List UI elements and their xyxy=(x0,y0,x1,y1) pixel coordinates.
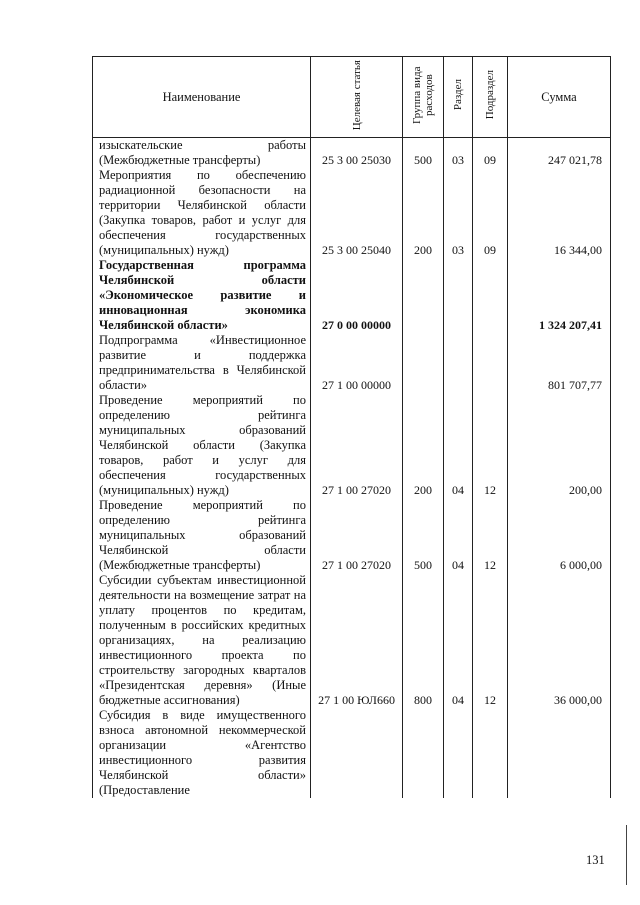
header-target xyxy=(311,57,403,138)
page-number: 131 xyxy=(586,853,605,867)
row-name: изыскательские работы (Межбюджетные трансферты) xyxy=(93,138,311,169)
row-section xyxy=(444,333,473,393)
row-section: 04 xyxy=(444,393,473,498)
row-subsection: 12 xyxy=(473,498,508,573)
header-name: Наименование xyxy=(93,57,311,138)
row-subsection xyxy=(473,333,508,393)
header-sum: Сумма xyxy=(508,57,611,138)
row-name: Государственная программа Челябинской области «Экономическое развитие и инновационная экономика Челябинской области» xyxy=(93,258,311,333)
table-row xyxy=(93,573,611,708)
row-target-code: 25 3 00 25040 xyxy=(311,168,403,258)
row-subsection: 12 xyxy=(473,393,508,498)
row-name: Проведение мероприятий по определению рейтинга муниципальных образований Челябинской области (Закупка товаров, работ и услуг для обеспечения государственных (муниципальных) нужд) xyxy=(93,393,311,498)
row-group: 200 xyxy=(403,393,444,498)
table-row xyxy=(93,498,611,573)
table-row xyxy=(93,708,611,798)
table-row xyxy=(93,138,611,169)
table-row xyxy=(93,393,611,498)
row-sum xyxy=(508,708,611,798)
table-row xyxy=(93,333,611,393)
header-section xyxy=(444,57,473,138)
row-section: 03 xyxy=(444,168,473,258)
header-group xyxy=(403,57,444,138)
budget-table xyxy=(92,56,611,798)
table-row xyxy=(93,258,611,333)
row-target-code: 27 1 00 00000 xyxy=(311,333,403,393)
row-target-code: 27 0 00 00000 xyxy=(311,258,403,333)
row-subsection xyxy=(473,708,508,798)
row-group: 500 xyxy=(403,138,444,169)
row-subsection: 09 xyxy=(473,138,508,169)
row-group: 200 xyxy=(403,168,444,258)
row-sum: 801 707,77 xyxy=(508,333,611,393)
row-sum: 247 021,78 xyxy=(508,138,611,169)
row-name: Подпрограмма «Инвестиционное развитие и поддержка предпринимательства в Челябинской области» xyxy=(93,333,311,393)
row-target-code: 27 1 00 27020 xyxy=(311,498,403,573)
row-subsection xyxy=(473,258,508,333)
row-sum: 36 000,00 xyxy=(508,573,611,708)
row-group xyxy=(403,258,444,333)
row-sum: 200,00 xyxy=(508,393,611,498)
margin-rule xyxy=(626,825,627,885)
row-group xyxy=(403,333,444,393)
row-section: 04 xyxy=(444,573,473,708)
row-target-code: 27 1 00 27020 xyxy=(311,393,403,498)
header-group-label: Группа вида расходов xyxy=(411,66,435,124)
row-section: 03 xyxy=(444,138,473,169)
row-name: Мероприятия по обеспечению радиационной безопасности на территории Челябинской области (Закупка товаров, работ и услуг для обеспечения государственных (муниципальных) нужд) xyxy=(93,168,311,258)
row-section xyxy=(444,708,473,798)
table-header-row xyxy=(93,57,611,138)
row-target-code: 25 3 00 25030 xyxy=(311,138,403,169)
row-subsection: 09 xyxy=(473,168,508,258)
header-target-label: Целевая статья xyxy=(350,59,363,131)
header-subsection xyxy=(473,57,508,138)
row-name: Субсидии субъектам инвестиционной деятельности на возмещение затрат на уплату процентов по кредитам, полученным в российских кредитных организациях, на реализацию инвестиционного проекта по строительству загородных кварталов «Президентская деревня» (Иные бюджетные ассигнования) xyxy=(93,573,311,708)
row-name: Субсидия в виде имущественного взноса автономной некоммерческой организации «Агентство инвестиционного развития Челябинской области» (Предоставление xyxy=(93,708,311,798)
row-target-code xyxy=(311,708,403,798)
header-section-label: Раздел xyxy=(452,79,464,111)
row-sum: 1 324 207,41 xyxy=(508,258,611,333)
table-body xyxy=(93,138,611,799)
row-subsection: 12 xyxy=(473,573,508,708)
row-group: 800 xyxy=(403,573,444,708)
row-target-code: 27 1 00 ЮЛ660 xyxy=(311,573,403,708)
row-group: 500 xyxy=(403,498,444,573)
row-name: Проведение мероприятий по определению рейтинга муниципальных образований Челябинской области (Межбюджетные трансферты) xyxy=(93,498,311,573)
row-section xyxy=(444,258,473,333)
header-subsection-label: Подраздел xyxy=(484,70,496,120)
row-group xyxy=(403,708,444,798)
row-sum: 16 344,00 xyxy=(508,168,611,258)
table-row xyxy=(93,168,611,258)
row-section: 04 xyxy=(444,498,473,573)
row-sum: 6 000,00 xyxy=(508,498,611,573)
